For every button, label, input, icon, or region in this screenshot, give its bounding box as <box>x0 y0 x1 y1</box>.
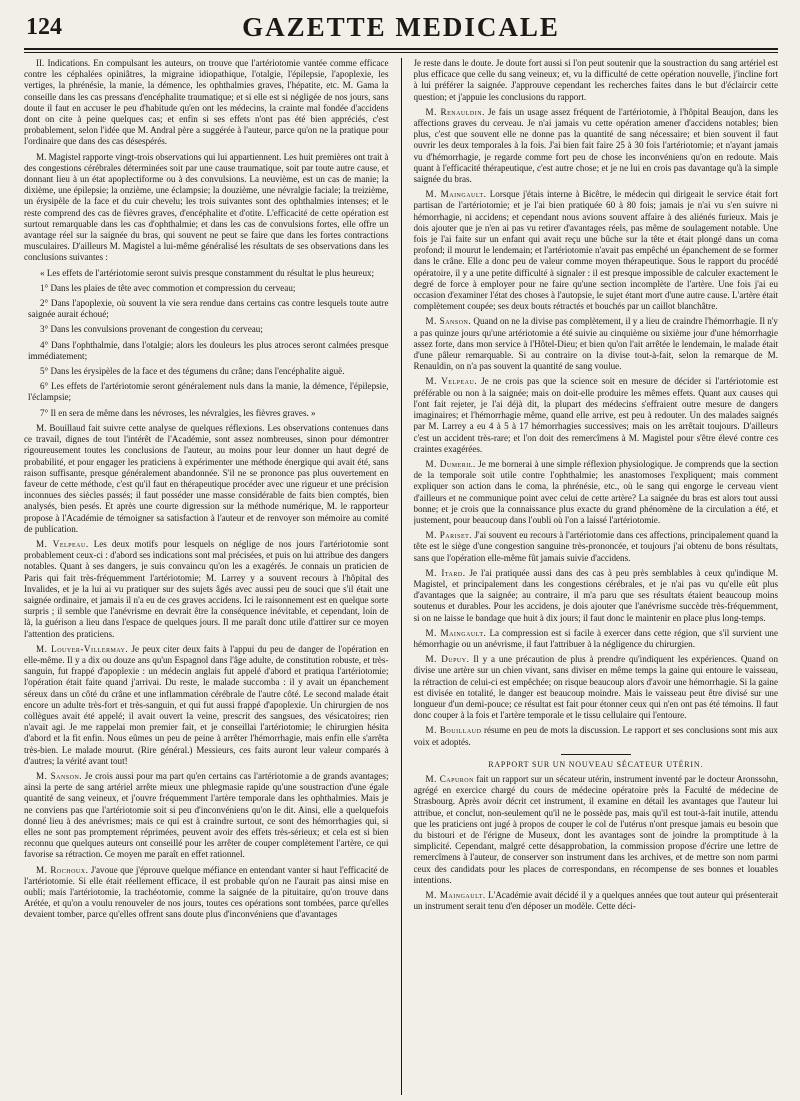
paragraph-text: Quand on ne la divise pas complètement, il y a lieu de craindre l'hémorrhagie. Il n'y a pas quinze jours qu'une artériotomie a été suivie au cinquième ou sixième jour d'une hémorrhagie assez forte, dans mon service à l'Hôtel-Dieu; et bien qu'on l'ait arrêtée le lendemain, le malade était d'une pâleur remarquable. Si au contraire on la divise tout-à-fait, selon la remarque de M. Renauldin, on n'a pas souvent la quantité de sang voulue. <box>413 316 778 372</box>
column-divider <box>401 58 402 1095</box>
paragraph-text: Je crois aussi pour ma part qu'en certains cas l'artériotomie a de grands avantages; ainsi la perte de sang artériel arrête mieux une phlegmasie rapide qu'une soustraction d'une égale quantité de sang veineux, et j'ouvre fréquemment l'artère temporale dans les ophthalmies. Mais je ne conviens pas que l'artériotomie soit si peu d'inconvéniens qu'on le dit. Ainsi, elle a quelquefois donné lieu à des anévrismes; mais ce qui est à craindre surtout, ce sont des hémorrhagies qui, si elles ne sont pas promptement réprimées, peuvent avoir des effets très-sérieux; et cela est si bien reconnu que quelques auteurs ont conseillé pour les arrêter de couper complètement l'artère, ce qui favorise sa rétraction. Ce moyen me paraît en effet rationnel. <box>24 770 389 860</box>
right-column <box>414 58 779 1095</box>
paragraph <box>414 568 779 624</box>
paragraph-text: 2° Dans l'apoplexie, où souvent la vie sera rendue dans certains cas contre lesquels toute autre saignée aurait échoué; <box>28 298 389 320</box>
paragraph <box>24 539 389 640</box>
speaker-name: M. Velpeau. <box>425 376 478 387</box>
paragraph-text: J'ai souvent eu recours à l'artériotomie dans ces affections, principalement quand la tête est le siège d'une congestion sanguine très-prononcée, et toujours j'ai obtenu de bons résultats, sans que l'opération elle-même fût jamais suivie d'accidens. <box>413 530 778 563</box>
paragraph-text: Je reste dans le doute. Je doute fort aussi si l'on peut soutenir que la soustraction du sang artériel est plus efficace que celle du sang veineux; et, vu la difficulté de cette opération nouvelle, j'incline fort à lui préférer la saignée. J'approuve cependant les recherches faites dans le but d'éclaircir cette question; et j'appuie les conclusions du rapport. <box>413 58 778 102</box>
paragraph <box>28 283 389 294</box>
left-column <box>24 58 389 1095</box>
paragraph-text: M. Magistel rapporte vingt-trois observations qui lui appartiennent. Les huit premières ont trait à des congestions cérébrales déterminées soit par une cause traumatique, soit par toute autre cause, et donnant lieu à un état apoplectiforme ou à des convulsions. La neuvième, est un cas de manie; la dixième, une épilepsie; la onzième, une éclampsie; la douzième, une névralgie faciale; la treizième, un érysipèle de la face et du cuir chevelu; les trois suivantes sont des ophthalmies intenses; et le reste comprend des cas de fièvres graves, d'encéphalite et d'otite. L'efficacité de cette opération est surtout remarquable dans les cas d'ophthalmie; et dans les cas de convulsions fortes, elle offre un avantage réel sur la saignée du bras, qui souvent ne peut se faire que dans les fortes contractions musculaires. D'ailleurs M. Magistel a lui-même généralisé les résultats de ses observations dans les conclusions suivantes : <box>24 151 389 263</box>
speaker-name: M. Maingault. <box>425 189 487 200</box>
paragraph-text: II. Indications. En compulsant les auteurs, on trouve que l'artériotomie vantée comme efficace contre les céphalées opiniâtres, la migraine idiopathique, l'otalgie, l'épilepsie, l'apoplexie, les vertiges, la phrénésie, la manie, la démence, les ophthalmies graves, l'hépatite, etc. M. Gama la conseille dans les cas pressans d'encéphalite traumatique; et si elle est si négligée de nos jours, sans doute il faut en accuser le peu d'habitude qu'en ont les médecins, la crainte mal fondée d'accidens dont on cite à peine quelques cas; et enfin si ses effets n'ont pas été bien appréciés, c'est probablement, selon l'idée que M. Andral père a suggérée à l'auteur, parce qu'on ne la pratique pour l'ordinaire que dans des cas désespérés. <box>24 58 389 147</box>
paragraph-text: 3° Dans les convulsions provenant de congestion du cerveau; <box>40 324 263 335</box>
paragraph <box>28 381 389 403</box>
speaker-name: M. Louyer-Villermay. <box>36 643 129 654</box>
paragraph <box>414 725 779 747</box>
paragraph-text: Je fais un usage assez fréquent de l'artériotomie, à l'hôpital Beaujon, dans les affections graves du cerveau. Je n'ai jamais vu cette opération amener d'accidens notables; bien plus, c'est que souvent elle ne donne pas la quantité de sang nécessaire; et bien souvent il faut ouvrir les deux temporales à la fois. J'ai bien fait faire 25 à 30 fois l'artériotomie; et n'ayant jamais vu d'hémorrhagie, je regarde comme fort peu de chose les inconvéniens qu'on en redoute. Mais quant à l'efficacité thérapeutique, c'est autre chose; et je ne lui en crois pas davantage qu'à la simple saignée du bras. <box>413 106 778 185</box>
section-rule <box>561 754 631 755</box>
paragraph-text: Lorsque j'étais interne à Bicêtre, le médecin qui dirigeait le service était fort partisan de l'artériotomie; et je l'ai bien pratiquée 60 à 80 fois; jamais je n'ai vu s'en suivre ni hémorrhagie, ni accidens; et cependant nous avions souvent affaire à des aliénés furieux. Mais je dois ajouter que je n'en ai pas vu retirer d'avantages réels, pas même de soulagement notable. Une fois je l'ai faite sur un enfant qui avait reçu une bûche sur la tête et était plongé dans un coma profond; il mourut le lendemain; et l'artériotomie n'avait pas empêché un épanchement de se former dans le crâne. Elle a donc peu de valeur comme moyen thérapeutique. Sous le rapport du procédé opératoire, il y a une petite difficulté à signaler : il est presque impossible de calculer exactement le degré de force à employer pour ne faire qu'une section incomplète de l'artère. Une fois j'ai eu occasion d'examiner l'état des choses à l'autopsie, le sujet étant mort d'une autre cause. L'artère était complètement coupée; ses deux bouts rétractés et bouchés par un caillot blanchâtre. <box>413 189 778 312</box>
paragraph-text: 6° Les effets de l'artériotomie seront généralement nuls dans la manie, la démence, l'épilepsie, l'éclampsie; <box>28 381 389 403</box>
paragraph <box>24 152 389 264</box>
paragraph <box>414 628 779 650</box>
paragraph-text: 7° Il en sera de même dans les névroses, les névralgies, les fièvres graves. » <box>40 407 316 418</box>
paragraph-text: Je me bornerai à une simple réflexion physiologique. Je comprends que la section de la temporale soit utile contre l'ophthalmie; les anastomoses l'expliquent; mais comment expliquer son action dans le coma, la phrénésie, etc., où le sang qui engorge le cerveau vient d'ailleurs et ne communique point avec celui de cette artère? La saignée du bras est alors tout aussi bonne; et je crois que la connaissance plus exacte du grand phénomène de la circulation a été, et justement, pour beaucoup dans l'oubli où l'on a laissé l'artériotomie. <box>413 458 778 525</box>
paragraph-text: 1° Dans les plaies de tête avec commotion et compression du cerveau; <box>40 282 296 293</box>
paragraph-text: résume en peu de mots la discussion. Le rapport et ses conclusions sont mis aux voix et adoptés. <box>413 725 778 747</box>
section-heading: RAPPORT SUR UN NOUVEAU SÉCATEUR UTÉRIN. <box>488 759 704 769</box>
paragraph <box>24 423 389 535</box>
speaker-name: M. Dupuy. <box>425 654 470 665</box>
paragraph-text: La compression est si facile à exercer dans cette région, que s'il survient une hémorrhagie ou un anévrisme, il faut l'attribuer à la négligence du chirurgien. <box>413 627 778 649</box>
speaker-name: M. Dumeril. <box>425 458 476 469</box>
speaker-name: M. Capuron <box>425 773 474 784</box>
journal-title: GAZETTE MEDICALE <box>242 12 560 42</box>
paragraph-text: 5° Dans les érysipèles de la face et des tégumens du crâne; dans l'encéphalite aiguë. <box>40 366 345 377</box>
page-header <box>24 12 778 50</box>
speaker-name: M. Sanson. <box>36 770 83 781</box>
paragraph <box>414 58 779 103</box>
speaker-name: M. Bouillaud <box>425 725 482 736</box>
paragraph <box>28 366 389 377</box>
paragraph-text: « Les effets de l'artériotomie seront suivis presque constamment du résultat le plus heureux; <box>40 267 375 278</box>
paragraph <box>414 774 779 886</box>
paragraph <box>28 268 389 279</box>
paragraph <box>414 107 779 185</box>
paragraph-text: J'avoue que j'éprouve quelque méfiance en entendant vanter si haut l'efficacité de l'artériotomie. Si elle était réellement efficace, il est probable qu'on ne l'aurait pas ainsi mise en oubli; mais l'artériotomie, la trachéotomie, comme la saignée de la pituitaire, qu'on trouve dans Arétée, et qu'on a voulu renouveler de nos jours, toutes ces opérations sont tombées, parce qu'elles devaient tomber, parce qu'elles offrent sans doute plus d'inconvéniens que d'avantages <box>24 864 389 920</box>
paragraph <box>28 340 389 362</box>
paragraph <box>414 376 779 454</box>
paragraph <box>24 771 389 861</box>
paragraph <box>28 324 389 335</box>
paragraph-text: M. Bouillaud fait suivre cette analyse de quelques réflexions. Les observations contenues dans ce travail, dignes de tout l'intérêt de l'Académie, sont assez nombreuses, sinon pour démontrer rigoureusement toutes les conclusions de l'auteur, au moins pour leur donner un haut degré de probabilité, et pour engager les praticiens à expérimenter une méthode énergique qui avait été, sans raison suffisante, presque généralement abandonnée. S'il ne se prononce pas plus ouvertement en faveur de cette méthode, c'est qu'il faut en thérapeutique procéder avec une rigueur et une précision inconnues des siècles passés; il faut posséder une masse considérable de faits bien comptés, bien analysés, bien pesés. Et après une courte digression sur la méthode numérique, M. le rapporteur propose à l'Académie de témoigner sa satisfaction à l'auteur et de renvoyer son mémoire au comité de publication. <box>24 422 389 534</box>
paragraph-text: fait un rapport sur un sécateur utérin, instrument inventé par le docteur Aronssohn, agrégé en exercice chargé du cours de médecine opératoire près la Faculté de médecine de Strasbourg. Après avoir décrit cet instrument, il examine en détail les avantages que l'auteur lui attribue, et conclut, non-seulement qu'il ne le possède pas, mais qu'il est tout-à-fait inutile, attendu que les praticiens ont jugé à propos de couper le col de l'utérus n'ont presque jamais eu besoin que du bistouri et de l'érigne de Museux, dont les avantages sont de joindre la promptitude à la simplicité. Cependant, malgré cette désapprobation, la commission propose d'écrire une lettre de remercîmens à l'auteur, de conserver son instrument dans les archives, et de mettre son nom parmi ceux des candidats pour les places de correspondans, en récompense de ses bonnes et louables intentions. <box>413 773 778 885</box>
paragraph-text: Je l'ai pratiquée aussi dans des cas à peu près semblables à ceux qu'indique M. Magistel, et principalement dans les congestions cérébrales, et je n'ai pas vu qu'elle eût plus d'avantages que la saignée; au contraire, il m'a paru que ses résultats étaient beaucoup moins soutenus et durables. Pour les accidens, je dois ajouter que l'anévrisme succède très-fréquemment, si on ne laisse le bandage que huit à dix jours; il faut donc le maintenir en place plus long-temps. <box>413 567 778 623</box>
speaker-name: M. Renauldin. <box>425 106 485 117</box>
speaker-name: M. Maingault. <box>425 627 487 638</box>
paragraph <box>24 644 389 767</box>
speaker-name: M. Maingault. <box>425 890 486 901</box>
paragraph <box>24 865 389 921</box>
speaker-name: M. Rochoux. <box>36 864 89 875</box>
page-number: 124 <box>26 14 62 40</box>
paragraph-text: Je peux citer deux faits à l'appui du peu de danger de l'opération en elle-même. Il y a dix ou douze ans qu'un Espagnol dans l'âge adulte, de constitution robuste, et très-sanguin, fut frappé d'apoplexie : un médecin anglais fut appelé d'abord et pratiqua l'artériotomie; l'opération était faite quand j'arrivai. Du reste, le malade succomba : il y avait un épanchement séreux dans un côté du crâne et une inflammation cérébrale de l'autre côté. Le second malade était encore un adulte très-fort et très-sanguin, et qui fut aussi frappé d'apoplexie. Un chirurgien de nos collègues avait été appelé; il avait ouvert la veine, prescrit des sangsues, des vésicatoires; rien n'avait agi. Je me rappelai mon premier fait, et je conseillai l'artériotomie; le chirurgien hésita d'abord et la fit enfin. Nous eûmes un peu de peine à arrêter l'hémorrhagie, mais enfin elle s'arrêta très-bien. Le malade mourut. (Rire général.) Messieurs, ces faits auront leur valeur comparés à d'autres; la vérité avant tout! <box>24 643 389 766</box>
paragraph <box>414 530 779 564</box>
paragraph <box>28 298 389 320</box>
paragraph <box>414 459 779 526</box>
article-columns <box>24 58 778 1095</box>
paragraph <box>414 654 779 721</box>
paragraph-text: Je ne crois pas que la science soit en mesure de décider si l'artériotomie est préférable ou non à la saignée; mais on doit-elle produire les mêmes effets. Quant aux causes qui l'ont fait rejeter, je l'ai déjà dit, la plupart des médecins s'effraient outre mesure de dangers imaginaires; et l'hémorrhagie même, quand elle arrive, est peu à redouter. Un des malades saignés par M. Larrey a eu 4 à 5 à 17 hémorrhagies successives; mais on les arrêtait toujours. D'ailleurs c'est un accident très-rare; et l'on doit des remercîmens à M. Magistel pour s'être élevé contre ces craintes exagérées. <box>413 376 778 454</box>
paragraph-text: Il y a une précaution de plus à prendre qu'indiquent les expériences. Quand on divise une artère sur un chien vivant, sans diviser en même temps la gaine qui entoure le vaisseau, la rétraction de celui-ci est empêchée; on risque beaucoup alors d'avoir une hémorrhagie. Si la gaine est divisée en totalité, le danger est beaucoup moindre. Mais le vaisseau peut être divisé sur une longueur d'un demi-pouce; ce résultat est fait pour étonner ceux qui n'en ont pas été témoins. Il faut donc couper à la fois et l'artère temporale et le tissu cellulaire qui l'entoure. <box>413 654 778 721</box>
paragraph <box>414 890 779 912</box>
paragraph-text: L'Académie avait décidé il y a quelques années que tout auteur qui présenterait un instrument serait tenu d'en déposer un modèle. Cette déci- <box>413 890 778 912</box>
speaker-name: M. Sanson. <box>425 316 472 327</box>
speaker-name: M. Velpeau. <box>36 538 89 549</box>
header-rule <box>24 52 778 53</box>
paragraph-text: Les deux motifs pour lesquels on néglige de nos jours l'artériotomie sont probablement ceux-ci : d'abord ses indications sont mal précisées, et puis on lui attribue des dangers notables. Quant à ses dangers, je suis convaincu qu'on les a exagérés. Je connais un praticien de Paris qui fait très-fréquemment l'artériotomie; M. Larrey y a souvent recours à l'hôpital des Invalides, et je la lui ai vu pratiquer sur des sujets âgés avec aussi peu de souci que s'il était une saignée ordinaire, et jamais il n'a eu de ces graves accidens. Ici le raisonnement est en quelque sorte surpris ; il semble que l'anévrisme en devrait être la conséquence inévitable, et cependant, loin de là, la guérison a lieu dans l'espace de quelques jours. Il me paraît donc utile d'attirer sur ce moyen l'attention des praticiens. <box>24 538 389 639</box>
paragraph-text: 4° Dans l'ophthalmie, dans l'otalgie; alors les douleurs les plus atroces seront calmées presque immédiatement; <box>28 339 389 361</box>
speaker-name: M. Pariset. <box>425 530 473 541</box>
speaker-name: M. Itard. <box>425 567 466 578</box>
paragraph <box>414 316 779 372</box>
paragraph <box>414 189 779 312</box>
paragraph <box>24 58 389 148</box>
paragraph <box>28 408 389 419</box>
